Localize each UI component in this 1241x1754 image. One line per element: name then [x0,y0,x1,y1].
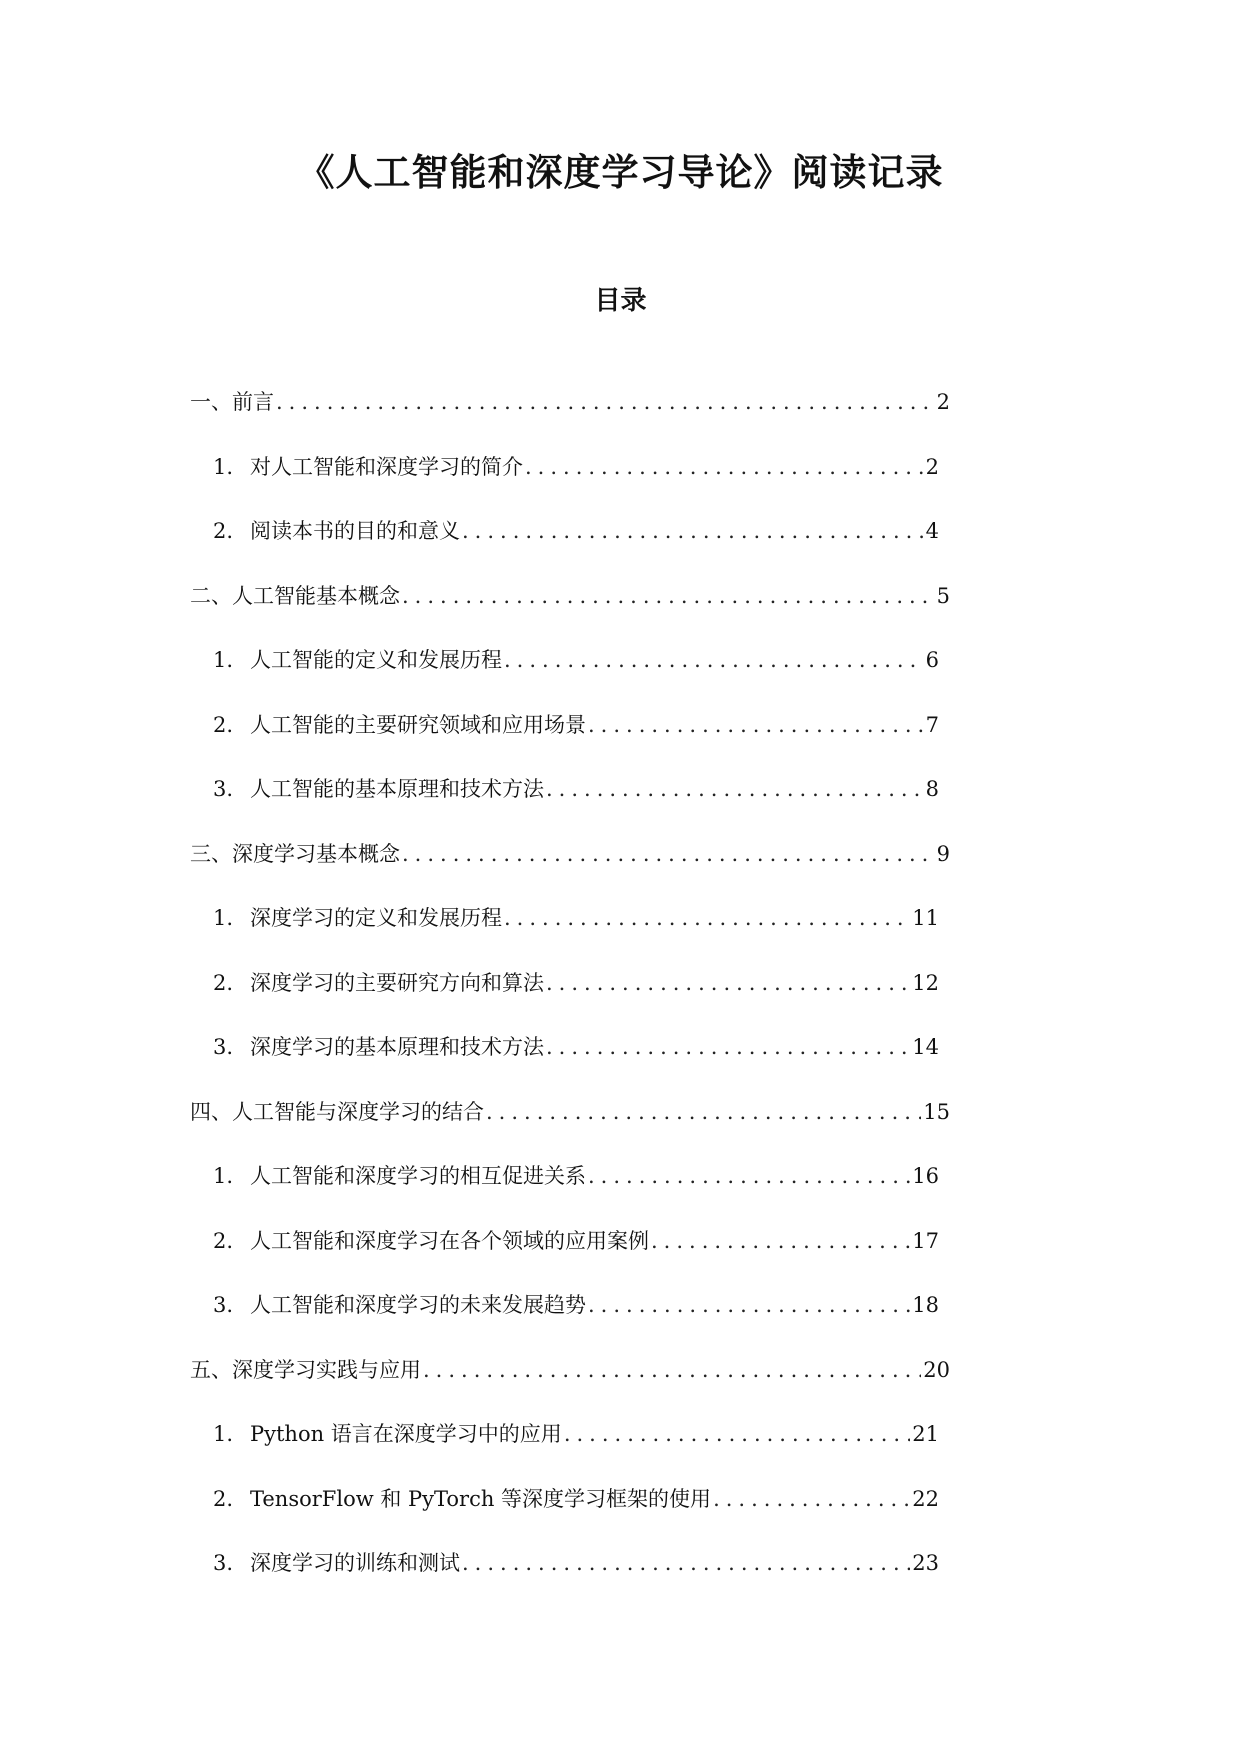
toc-entry-number: 3. [213,777,234,801]
toc-entry[interactable] [213,966,939,1000]
toc-entry-number: 3. [213,1035,234,1059]
toc-entry[interactable] [213,901,939,935]
toc-entry[interactable] [213,1482,939,1516]
toc-entry[interactable] [213,514,939,548]
toc-dot-leader [588,1159,910,1193]
toc-dot-leader [462,1546,910,1580]
toc-entry-page-number: 14 [912,1035,939,1059]
toc-entry-text: 深度学习的训练和测试 [250,1551,460,1575]
toc-entry[interactable] [213,708,939,742]
toc-entry-text: 对人工智能和深度学习的简介 [250,455,523,479]
toc-entry-number: 1. [213,1164,234,1188]
toc-entry-page-number: 23 [912,1551,939,1575]
toc-dot-leader [423,1353,921,1387]
toc-entry-page-number: 7 [925,713,939,737]
toc-entry-page-number: 12 [912,971,939,995]
toc-entry-number: 1. [213,1422,234,1446]
toc-entry-text: 四、人工智能与深度学习的结合 [190,1100,484,1124]
toc-entry-page-number: 11 [912,906,939,930]
toc-entry-text: 人工智能和深度学习的未来发展趋势 [250,1293,586,1317]
toc-entry-text: 五、深度学习实践与应用 [190,1358,421,1382]
toc-dot-leader [588,1288,910,1322]
toc-dot-leader [462,514,924,548]
toc-entry-text: 一、前言 [190,390,274,414]
document-title: 《人工智能和深度学习导论》阅读记录 [297,151,944,194]
toc-entry-number: 2. [213,519,234,543]
toc-entry-page-number: 20 [923,1358,950,1382]
toc-dot-leader [486,1095,921,1129]
toc-entry-text: 深度学习的基本原理和技术方法 [250,1035,544,1059]
toc-entry-page-number: 17 [912,1229,939,1253]
toc-entry-page-number: 2 [936,390,950,414]
toc-entry-page-number: 9 [936,842,950,866]
toc-entry-text: 二、人工智能基本概念 [190,584,400,608]
toc-heading: 目录 [594,286,647,316]
toc-entry-number: 3. [213,1551,234,1575]
toc-entry-number: 2. [213,1487,234,1511]
toc-entry[interactable] [190,385,950,419]
toc-entry-text: 深度学习的主要研究方向和算法 [250,971,544,995]
toc-entry[interactable] [190,579,950,613]
toc-dot-leader [402,837,935,871]
toc-dot-leader [651,1224,910,1258]
toc-entry-text: 阅读本书的目的和意义 [250,519,460,543]
toc-entry-page-number: 16 [912,1164,939,1188]
toc-entry-text: TensorFlow 和 PyTorch 等深度学习框架的使用 [250,1487,712,1511]
toc-entry[interactable] [213,1288,939,1322]
toc-entry-number: 2. [213,971,234,995]
toc-entry-page-number: 6 [925,648,939,672]
toc-entry[interactable] [213,643,939,677]
toc-entry[interactable] [190,837,950,871]
toc-entry-number: 1. [213,455,234,479]
toc-entry-page-number: 21 [912,1422,939,1446]
toc-entry[interactable] [190,1095,950,1129]
toc-dot-leader [504,643,924,677]
toc-dot-leader [525,450,924,484]
toc-entry[interactable] [190,1353,950,1387]
toc-entry-page-number: 2 [925,455,939,479]
toc-dot-leader [504,901,910,935]
toc-dot-leader [713,1482,910,1516]
toc-dot-leader [546,1030,910,1064]
toc-entry-number: 2. [213,713,234,737]
toc-entry-page-number: 18 [912,1293,939,1317]
toc-dot-leader [546,966,910,1000]
toc-entry-page-number: 5 [936,584,950,608]
toc-entry-text: 人工智能和深度学习的相互促进关系 [250,1164,586,1188]
toc-entry-number: 2. [213,1229,234,1253]
toc-dot-leader [546,772,924,806]
toc-entry[interactable] [213,772,939,806]
toc-entry-text: 人工智能的定义和发展历程 [250,648,502,672]
toc-entry-page-number: 4 [925,519,939,543]
toc-dot-leader [588,708,924,742]
toc-entry-text: 人工智能的基本原理和技术方法 [250,777,544,801]
toc-entry-page-number: 22 [912,1487,939,1511]
toc-entry[interactable] [213,1030,939,1064]
toc-entry[interactable] [213,1224,939,1258]
toc-entry[interactable] [213,450,939,484]
toc-entry-page-number: 15 [923,1100,950,1124]
toc-entry-text: Python 语言在深度学习中的应用 [250,1422,562,1446]
toc-entry-number: 1. [213,906,234,930]
toc-entry-page-number: 8 [925,777,939,801]
toc-entry-text: 人工智能的主要研究领域和应用场景 [250,713,586,737]
toc-entry[interactable] [213,1417,939,1451]
toc-entry[interactable] [213,1546,939,1580]
toc-entry-number: 1. [213,648,234,672]
toc-entry-text: 人工智能和深度学习在各个领域的应用案例 [250,1229,649,1253]
toc-dot-leader [402,579,935,613]
toc-dot-leader [564,1417,910,1451]
toc-entry-text: 深度学习的定义和发展历程 [250,906,502,930]
toc-entry-text: 三、深度学习基本概念 [190,842,400,866]
toc-dot-leader [276,385,935,419]
toc-entry-number: 3. [213,1293,234,1317]
toc-entry[interactable] [213,1159,939,1193]
